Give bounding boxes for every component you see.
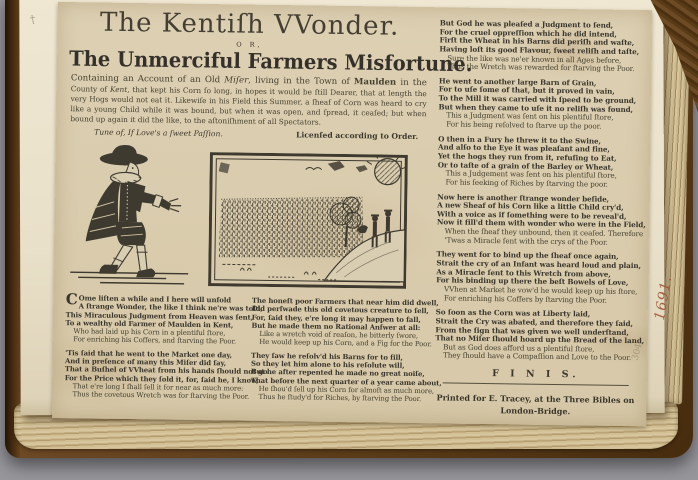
tune-line: Tune of, If Love's a ſweet Paſſion. <box>94 127 223 139</box>
verse-line: That before the next quarter of a year came about, <box>250 376 442 387</box>
verse-line: 'Twas a Miracle ſent with the crys of the Poor. <box>444 235 608 247</box>
verse-line: 'Tis ſaid that he went to the Market one day, <box>65 349 233 360</box>
verse-line: Now it fill'd them with wonder who were in the Field, <box>436 217 646 230</box>
verse-line: A new Sheaf of his Corn like a little Child cry'd, <box>437 200 624 213</box>
verse-line: For enriching his Coffers by ſtarving the Poor. <box>443 292 607 305</box>
page-title: The Kentiſh VVonder. <box>99 7 400 42</box>
verse-line: Yet the hogs they run from it, refuſing to Eat, <box>437 151 617 163</box>
or-separator: O R, <box>236 40 263 49</box>
verse-line: Thus the covetous Wretch was for ſtarving the Poor. <box>72 390 250 401</box>
verse-line: They ſhould have a Compaſſion and Love to the Poor. <box>443 350 632 363</box>
lower-verse-columns <box>64 290 442 409</box>
pencil-mark-annotation: † <box>28 12 37 27</box>
verse-line: They ſaw he reſolv'd his Barns for to fill, <box>251 351 403 362</box>
miser-figure <box>85 145 182 278</box>
imprint-rule <box>443 382 629 386</box>
summary-text: , that kept his Corn ſo long, in hopes it would be ſtill Dearer, that at length the very Hogs would not eat it. Likewiſe in his Field this Summer, a ſheaf of Corn was heard to cry like a young Child while it was bound, but when it was open, and ſpread, it ceaſed; but when bound up again it did the like, to the aſtoniſhment of all Spectators. <box>70 85 427 127</box>
verse-line: But he after repented he made no great noiſe, <box>250 368 425 379</box>
verse-line: So ſoon as the Corn was at Liberty laid, <box>435 307 591 319</box>
summary-kent: Kent <box>109 85 128 95</box>
verse-line: Strait the cry of an Infant was heard loud and plain, <box>436 258 642 271</box>
foreground-grass <box>222 265 338 281</box>
verse-line: Like a wretch void of reaſon, he bitterly ſwore, <box>259 329 419 340</box>
verse-line: To the Mill it was carried with ſpeed to be ground, <box>438 93 637 106</box>
verse-line: Firſt the Wheat in his Barns did periſh and waſte, <box>439 35 635 48</box>
verse-line: He ſhou'd ſell up his Corn for almoſt as much more, <box>258 384 435 395</box>
verse-line: Now here is another ſtrange wonder beſide, <box>437 191 610 204</box>
verse-column-2 <box>250 296 442 409</box>
ground-lines <box>70 272 188 284</box>
imprint-line: London-Bridge. <box>500 404 571 416</box>
verse-line: When the ſheaf they unbound, then it ceaſed. Therefore <box>444 226 644 239</box>
stanza <box>251 296 439 349</box>
tune-license-row <box>94 128 418 142</box>
verse-line: As a Miracle ſent to this Wretch from above, <box>436 266 611 279</box>
verse-line: Who had laid up his Corn in a plentiful ſtore, <box>73 327 226 338</box>
verse-line: For his ſeeking of Riches by ſtarving the poor. <box>445 177 608 189</box>
verse-line: The honeſt poor Farmers that near him did dwell, <box>251 296 439 308</box>
verse-line: This a Judgment was ſent on his plentiful ſtore, <box>446 110 614 123</box>
verse-column-1 <box>64 290 268 406</box>
verse-line: For the cruel oppreſſion which he did intend, <box>439 26 617 39</box>
verse-line: Thus the Wretch was rewarded for ſtarving the Poor. <box>447 61 635 74</box>
verse-line: From the ſign that was given we well underſtand, <box>435 324 629 337</box>
stanza <box>435 307 645 364</box>
stanza <box>436 249 642 306</box>
verse-line: A ſtrange Wonder, the like I think ne're was told, <box>78 302 263 314</box>
verse-line: For to uſe ſome of that, but it proved in vain, <box>438 84 615 97</box>
verse-line: VVhen at Market he vow'd he would keep up his ſtore, <box>443 284 638 297</box>
verse-line: For the Price which they ſold it, for, ſaid he, I know, <box>64 373 259 385</box>
verse-line: Sure the like was ne'er known in all Ages before, <box>447 53 622 65</box>
verse-line: He went to another large Barn of Grain, <box>438 76 597 88</box>
verse-line: But as God does afford us a plentiful ſtore, <box>443 342 595 354</box>
verse-line: Or to taſte of a grain of the Barley or Wheat, <box>437 159 614 172</box>
verse-line: They went for to bind up the ſheaf once again, <box>436 249 619 262</box>
verse-line: But when they came to uſe it no reliſh was found, <box>438 102 634 114</box>
verse-line: This Miraculous Judgment from Heaven was ſent, <box>65 310 253 322</box>
sky-details <box>219 159 368 175</box>
woodcuts-row <box>66 141 428 294</box>
red-ink-year-annotation: 1691. <box>651 274 676 322</box>
summary-text: , living in the Town of <box>248 75 354 88</box>
verse-line: That a Buſhel of VVheat from his hands ſhould not go <box>64 365 268 377</box>
verse-line: COme liſten a while and I here will unfold <box>65 290 232 309</box>
verse-line: That no Miſer ſhould hoard up the Bread of the land, <box>435 333 645 346</box>
miser-woodcut <box>66 143 194 291</box>
cornfield-woodcut <box>208 152 408 289</box>
imprint-line: Printed for E. Tracey, at the Three Bibles on <box>436 392 635 406</box>
subtitle-blackletter: The Unmerciful Farmers Misfortune. <box>69 46 473 77</box>
verse-line: With a voice as if ſomething were to be reveal'd, <box>437 209 627 221</box>
imprint <box>434 392 636 418</box>
verse-line: Having loſt its good Flavour, ſweet reliſh and taſte, <box>439 44 640 57</box>
verse-line: So they let him alone to his reſolute will, <box>250 359 405 371</box>
verse-line: But he made them no Rational Anſwer at all: <box>251 321 421 332</box>
stanza <box>438 77 641 132</box>
verse-line: Did perſwade this old covetous creature to ſell, <box>251 305 429 316</box>
stanza <box>64 349 268 401</box>
finis-marker: F I N I S. <box>492 368 580 381</box>
verse-line: For his being reſolved to ſtarve up the poor. <box>446 119 602 131</box>
broadside-sheet <box>52 2 652 426</box>
verse-line: This a Judgement was ſent on his plentiful ſtore, <box>445 168 617 181</box>
stanza <box>437 135 640 190</box>
verse-line: That e're long I ſhall ſell it for near as much more: <box>72 381 244 393</box>
stanza <box>65 290 263 346</box>
verse-line: And alſo to the Eye it was pleaſant and fine, <box>437 142 610 155</box>
verse-line: O then in a Fury he threw it to the Swine, <box>438 134 601 146</box>
verse-line: For enriching his Coffers, and ſtarving the Poor. <box>73 335 237 346</box>
verse-line: For his binding up there the beſt Bowels of Love, <box>436 275 629 288</box>
broadside-left-section <box>64 6 473 423</box>
verse-line: But God he was pleaſed a Judgment to ſend, <box>439 18 614 30</box>
summary-maulden: Maulden <box>353 77 397 88</box>
pencil-number-annotation: 304 <box>630 342 645 362</box>
summary-miser: Miſer <box>224 75 249 86</box>
verse-line: To a wealthy old Farmer of Maulden in Kent, <box>65 318 234 330</box>
summary-paragraph <box>70 73 427 128</box>
stanza <box>436 191 646 248</box>
verse-line: He would keep up his Corn, and a Fig for the Poor. <box>259 337 432 349</box>
license-line: Licenſed according to Order. <box>296 130 419 142</box>
stanza <box>250 351 442 403</box>
summary-text: Containing an Account of an Old <box>70 73 225 86</box>
verse-line: And in preſence of many this Miſer did ſay, <box>64 357 227 368</box>
verse-line: Strait the Cry was abated, and therefore they ſaid, <box>435 316 633 328</box>
verse-line: Thus he ſtudy'd for Riches, by ſtarving the Poor. <box>258 392 422 403</box>
verse-line: For, ſaid they, e're long it may happen to fall, <box>251 313 421 324</box>
summary-text: in the County of <box>70 77 427 95</box>
